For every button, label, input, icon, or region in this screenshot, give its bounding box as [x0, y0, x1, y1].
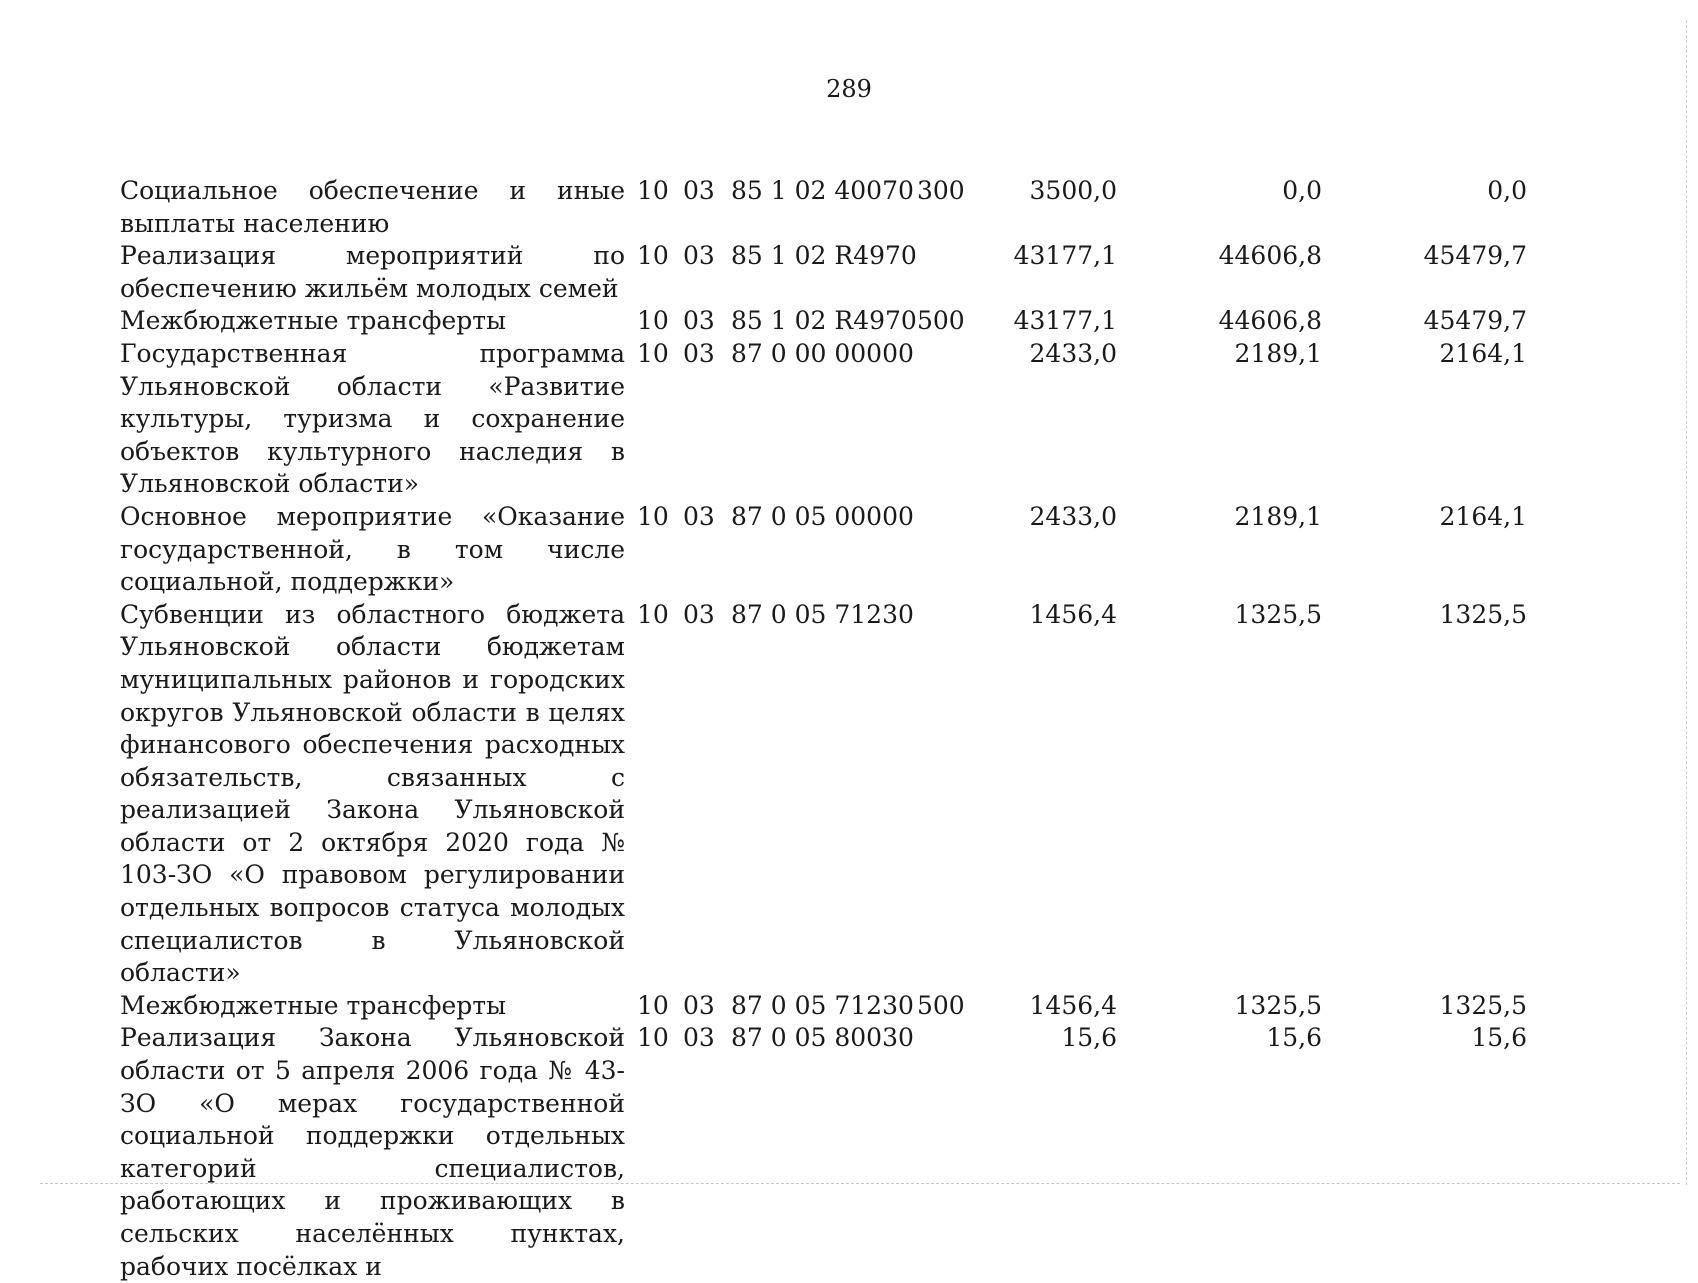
row-expense-type: 500: [917, 990, 965, 1020]
table-row: [120, 990, 1527, 1023]
table-row: [120, 305, 1527, 338]
row-target-article: 87 0 05 71230: [731, 990, 914, 1020]
row-target-article: 85 1 02 R4970: [731, 241, 917, 271]
table-row: [120, 501, 1527, 599]
row-subsection-code: 03: [683, 176, 715, 205]
row-amount-year2: 2189,1: [1234, 501, 1322, 531]
row-amount-year1: 1456,4: [1029, 599, 1117, 629]
row-target-article: 87 0 05 80030: [731, 1023, 914, 1053]
row-subsection-code: 03: [683, 338, 715, 368]
row-expense-type: [917, 338, 1007, 501]
row-amount-year2: 44606,8: [1218, 306, 1322, 336]
row-amount-year2: 15,6: [1266, 1023, 1322, 1053]
row-section-code: 10: [637, 501, 669, 531]
table-row: [120, 1022, 1527, 1283]
row-amount-year3: 2164,1: [1439, 501, 1527, 531]
row-amount-year1: 1456,4: [1029, 990, 1117, 1020]
row-target-article: 85 1 02 R4970: [731, 306, 917, 336]
scan-edge-right: [1686, 20, 1687, 1185]
row-section-code: 10: [637, 338, 669, 368]
row-section-code: 10: [637, 599, 669, 629]
row-amount-year3: 15,6: [1471, 1023, 1527, 1053]
row-subsection-code: 03: [683, 241, 715, 271]
row-amount-year2: 1325,5: [1234, 990, 1322, 1020]
page-number: 289: [826, 75, 872, 103]
row-name: Межбюджетные трансферты: [120, 990, 507, 1020]
budget-table: [120, 175, 1527, 1283]
row-amount-year1: 43177,1: [1013, 241, 1117, 271]
row-expense-type: 300: [917, 176, 965, 205]
row-amount-year3: 0,0: [1487, 176, 1527, 205]
row-subsection-code: 03: [683, 501, 715, 531]
row-subsection-code: 03: [683, 599, 715, 629]
row-expense-type: [917, 501, 1007, 599]
row-expense-type: [917, 1022, 1007, 1283]
row-section-code: 10: [637, 306, 669, 336]
row-amount-year2: 44606,8: [1218, 241, 1322, 271]
row-target-article: 87 0 05 00000: [731, 501, 914, 531]
row-name: Государственная программа Ульяновской области «Развитие культуры, туризма и сохранение объектов культурного наследия в Ульяновской области»: [120, 338, 625, 499]
scan-edge-bottom: [40, 1183, 1680, 1184]
row-expense-type: [917, 599, 1007, 990]
row-section-code: 10: [637, 990, 669, 1020]
row-target-article: 87 0 00 00000: [731, 338, 914, 368]
row-amount-year3: 45479,7: [1423, 241, 1527, 271]
row-section-code: 10: [637, 176, 669, 205]
row-amount-year3: 1325,5: [1439, 990, 1527, 1020]
row-name: Социальное обеспечение и иные выплаты населению: [120, 176, 625, 238]
row-name: Реализация мероприятий по обеспечению жильём молодых семей: [120, 241, 625, 303]
row-amount-year3: 2164,1: [1439, 338, 1527, 368]
row-section-code: 10: [637, 241, 669, 271]
row-expense-type: [917, 240, 1007, 305]
row-expense-type: 500: [917, 306, 965, 336]
row-name: Основное мероприятие «Оказание государственной, в том числе социальной, поддержки»: [120, 501, 625, 597]
row-section-code: 10: [637, 1023, 669, 1053]
row-name: Субвенции из областного бюджета Ульяновской области бюджетам муниципальных районов и городских округов Ульяновской области в целях финансового обеспечения расходных обязательств, связанных с реализацией Закона Ульяновской области от 2 октября 2020 года № 103-ЗО «О правовом регулировании отдельных вопросов статуса молодых специалистов в Ульяновской области»: [120, 599, 625, 988]
row-amount-year2: 2189,1: [1234, 338, 1322, 368]
row-amount-year1: 15,6: [1061, 1023, 1117, 1053]
row-target-article: 87 0 05 71230: [731, 599, 914, 629]
budget-table-body: [120, 175, 1527, 1283]
table-row: [120, 240, 1527, 305]
row-amount-year3: 45479,7: [1423, 306, 1527, 336]
row-name: Межбюджетные трансферты: [120, 306, 507, 336]
row-amount-year2: 1325,5: [1234, 599, 1322, 629]
row-subsection-code: 03: [683, 306, 715, 336]
row-amount-year2: 0,0: [1282, 176, 1322, 205]
row-amount-year1: 2433,0: [1029, 501, 1117, 531]
row-target-article: 85 1 02 40070: [731, 176, 914, 205]
row-name: Реализация Закона Ульяновской области от 5 апреля 2006 года № 43-ЗО «О мерах государственной социальной поддержки отдельных категорий специалистов, работающих и проживающих в сельских населённых пунктах, рабочих посёлках и: [120, 1023, 625, 1281]
row-amount-year1: 3500,0: [1029, 176, 1117, 205]
table-row: [120, 338, 1527, 501]
row-amount-year1: 2433,0: [1029, 338, 1117, 368]
table-row: [120, 175, 1527, 240]
row-amount-year3: 1325,5: [1439, 599, 1527, 629]
row-subsection-code: 03: [683, 1023, 715, 1053]
table-row: [120, 599, 1527, 990]
row-amount-year1: 43177,1: [1013, 306, 1117, 336]
row-subsection-code: 03: [683, 990, 715, 1020]
